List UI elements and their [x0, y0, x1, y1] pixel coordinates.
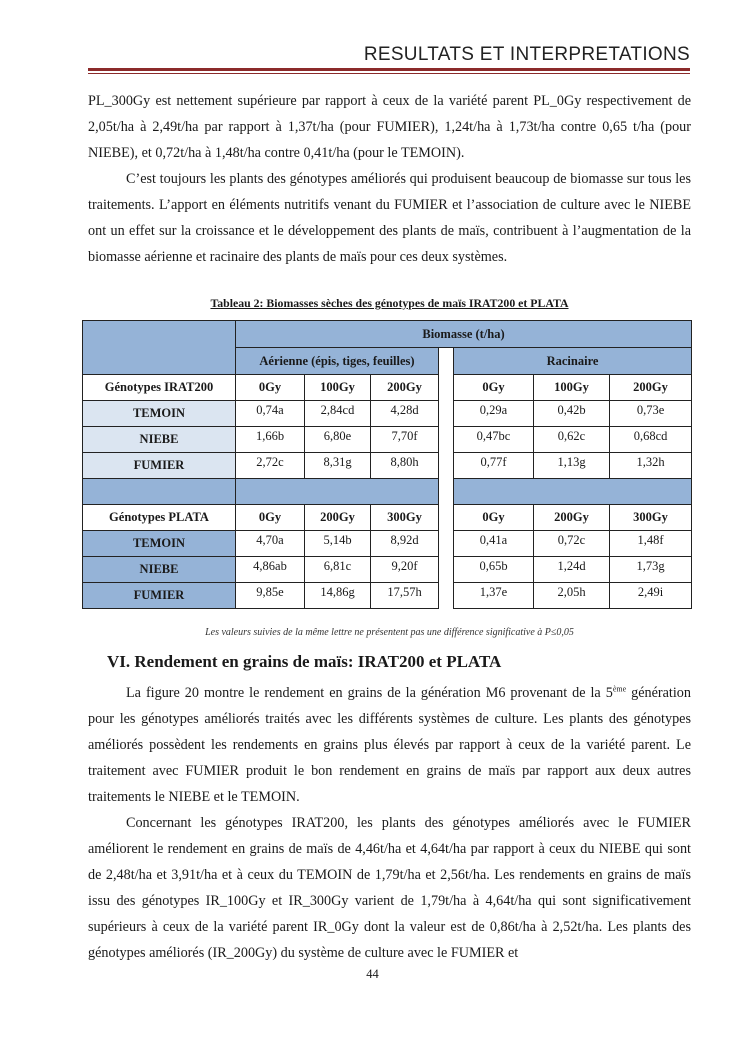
plata-genotype-label: Génotypes PLATA: [83, 505, 236, 531]
treatment-label: NIEBE: [83, 427, 236, 453]
value-cell: 2,84cd: [305, 401, 371, 427]
plata-dose-row: [83, 505, 692, 531]
value-cell: 1,13g: [534, 453, 610, 479]
dose-cell: 200Gy: [534, 505, 610, 531]
value-cell: 0,42b: [534, 401, 610, 427]
dose-cell: 0Gy: [454, 375, 534, 401]
value-cell: 0,68cd: [610, 427, 692, 453]
value-cell: 2,72c: [236, 453, 305, 479]
rendement-paragraph-2: Concernant les génotypes IRAT200, les plants des génotypes améliorés avec le FUMIER améliorent le rendement en grains de maïs de 4,46t/ha et 4,64t/ha par rapport à ceux du NIEBE qui sont de 2,48t/ha et 3,91t/ha et à ceux du TEMOIN de 1,79t/ha et 2,56t/ha. Les rendements en grains de maïs issu des génotypes IR_100Gy et IR_300Gy varient de 1,79t/ha à 4,64t/ha qui sont significativement supérieurs à ceux de la variété parent IR_0Gy dont la valeur est de 0,86t/ha à 2,52t/ha. Les plants des génotypes améliorés (IR_200Gy) du système de culture avec le FUMIER et: [88, 815, 691, 961]
dose-cell: 100Gy: [305, 375, 371, 401]
section-title: Rendement en grains de maïs: IRAT200 et PLATA: [130, 652, 502, 671]
dose-cell: 0Gy: [236, 505, 305, 531]
value-cell: 4,86ab: [236, 557, 305, 583]
treatment-label: NIEBE: [83, 557, 236, 583]
dose-cell: 300Gy: [610, 505, 692, 531]
treatment-label: FUMIER: [83, 453, 236, 479]
value-cell: 0,74a: [236, 401, 305, 427]
value-cell: 6,81c: [305, 557, 371, 583]
header-biomasse: Biomasse (t/ha): [236, 321, 692, 348]
value-cell: 2,05h: [534, 583, 610, 609]
irat-dose-row: [83, 375, 692, 401]
dose-cell: 200Gy: [610, 375, 692, 401]
header-corner-cell: [83, 321, 236, 375]
dose-cell: 200Gy: [371, 375, 439, 401]
value-cell: 1,66b: [236, 427, 305, 453]
value-cell: 1,48f: [610, 531, 692, 557]
table-row: [83, 401, 692, 427]
dose-cell: 200Gy: [305, 505, 371, 531]
dose-cell: 0Gy: [236, 375, 305, 401]
value-cell: 8,31g: [305, 453, 371, 479]
value-cell: 5,14b: [305, 531, 371, 557]
value-cell: 7,70f: [371, 427, 439, 453]
value-cell: 9,20f: [371, 557, 439, 583]
value-cell: 17,57h: [371, 583, 439, 609]
value-cell: 14,86g: [305, 583, 371, 609]
treatment-label: TEMOIN: [83, 531, 236, 557]
value-cell: 9,85e: [236, 583, 305, 609]
value-cell: 0,65b: [454, 557, 534, 583]
running-header-title: RESULTATS ET INTERPRETATIONS: [363, 44, 690, 65]
value-cell: 8,80h: [371, 453, 439, 479]
dose-cell: 300Gy: [371, 505, 439, 531]
header-divider: [88, 68, 690, 74]
table-row: [83, 557, 692, 583]
value-cell: 0,47bc: [454, 427, 534, 453]
table-header-row-1: [83, 321, 692, 348]
value-cell: 2,49i: [610, 583, 692, 609]
rendement-paragraph-1: La figure 20 montre le rendement en grains de la génération M6 provenant de la 5ème génération pour les génotypes améliorés traités avec les différents systèmes de culture. Les plants des génotypes améliorés possèdent les rendements en grains plus élevés par rapport à ceux de la variété parent. Le traitement avec FUMIER produit le bon rendement en grains de maïs par rapport aux deux autres traitements le NIEBE et le TEMOIN.: [88, 684, 691, 805]
section-number: VI.: [107, 652, 131, 671]
table-row: [83, 583, 692, 609]
table-caption: Tableau 2: Biomasses sèches des génotypes de maïs IRAT200 et PLATA: [210, 296, 569, 310]
dose-cell: 100Gy: [534, 375, 610, 401]
value-cell: 0,29a: [454, 401, 534, 427]
value-cell: 1,24d: [534, 557, 610, 583]
value-cell: 6,80e: [305, 427, 371, 453]
value-cell: 1,32h: [610, 453, 692, 479]
value-cell: 1,73g: [610, 557, 692, 583]
intro-paragraph-2: C’est toujours les plants des génotypes améliorés qui produisent beaucoup de biomasse sur tous les traitements. L’apport en éléments nutritifs venant du FUMIER et l’association de culture avec le NIEBE ont un effet sur la croissance et le développement des plants de maïs, contribuent à l’augmentation de la biomasse aérienne et racinaire des plants de maïs pour ces deux systèmes.: [88, 171, 691, 265]
table-row: [83, 531, 692, 557]
value-cell: 1,37e: [454, 583, 534, 609]
value-cell: 0,73e: [610, 401, 692, 427]
value-cell: 4,70a: [236, 531, 305, 557]
value-cell: 0,72c: [534, 531, 610, 557]
treatment-label: FUMIER: [83, 583, 236, 609]
value-cell: 8,92d: [371, 531, 439, 557]
table-row: [83, 453, 692, 479]
table-spacer-row: [83, 479, 692, 505]
header-aerienne: Aérienne (épis, tiges, feuilles): [236, 348, 439, 375]
biomass-table: [82, 320, 692, 609]
page-number: 44: [366, 967, 379, 981]
value-cell: 0,41a: [454, 531, 534, 557]
rendement-text: [88, 680, 691, 966]
dose-cell: 0Gy: [454, 505, 534, 531]
value-cell: 0,62c: [534, 427, 610, 453]
section-heading: [107, 652, 501, 672]
table-significance-note: Les valeurs suivies de la même lettre ne présentent pas une différence significative à P≤0,05: [205, 627, 574, 638]
intro-paragraph-continuation: PL_300Gy est nettement supérieure par rapport à ceux de la variété parent PL_0Gy respectivement de 2,05t/ha à 2,49t/ha par rapport à 1,37t/ha (pour FUMIER), 1,24t/ha à 1,73t/ha contre 0,65 t/ha (pour NIEBE), et 0,72t/ha à 1,48t/ha contre 0,41t/ha (pour le TEMOIN).: [88, 93, 691, 161]
header-racinaire: Racinaire: [454, 348, 692, 375]
intro-text: [88, 88, 691, 270]
irat-genotype-label: Génotypes IRAT200: [83, 375, 236, 401]
value-cell: 0,77f: [454, 453, 534, 479]
treatment-label: TEMOIN: [83, 401, 236, 427]
value-cell: 4,28d: [371, 401, 439, 427]
table-row: [83, 427, 692, 453]
